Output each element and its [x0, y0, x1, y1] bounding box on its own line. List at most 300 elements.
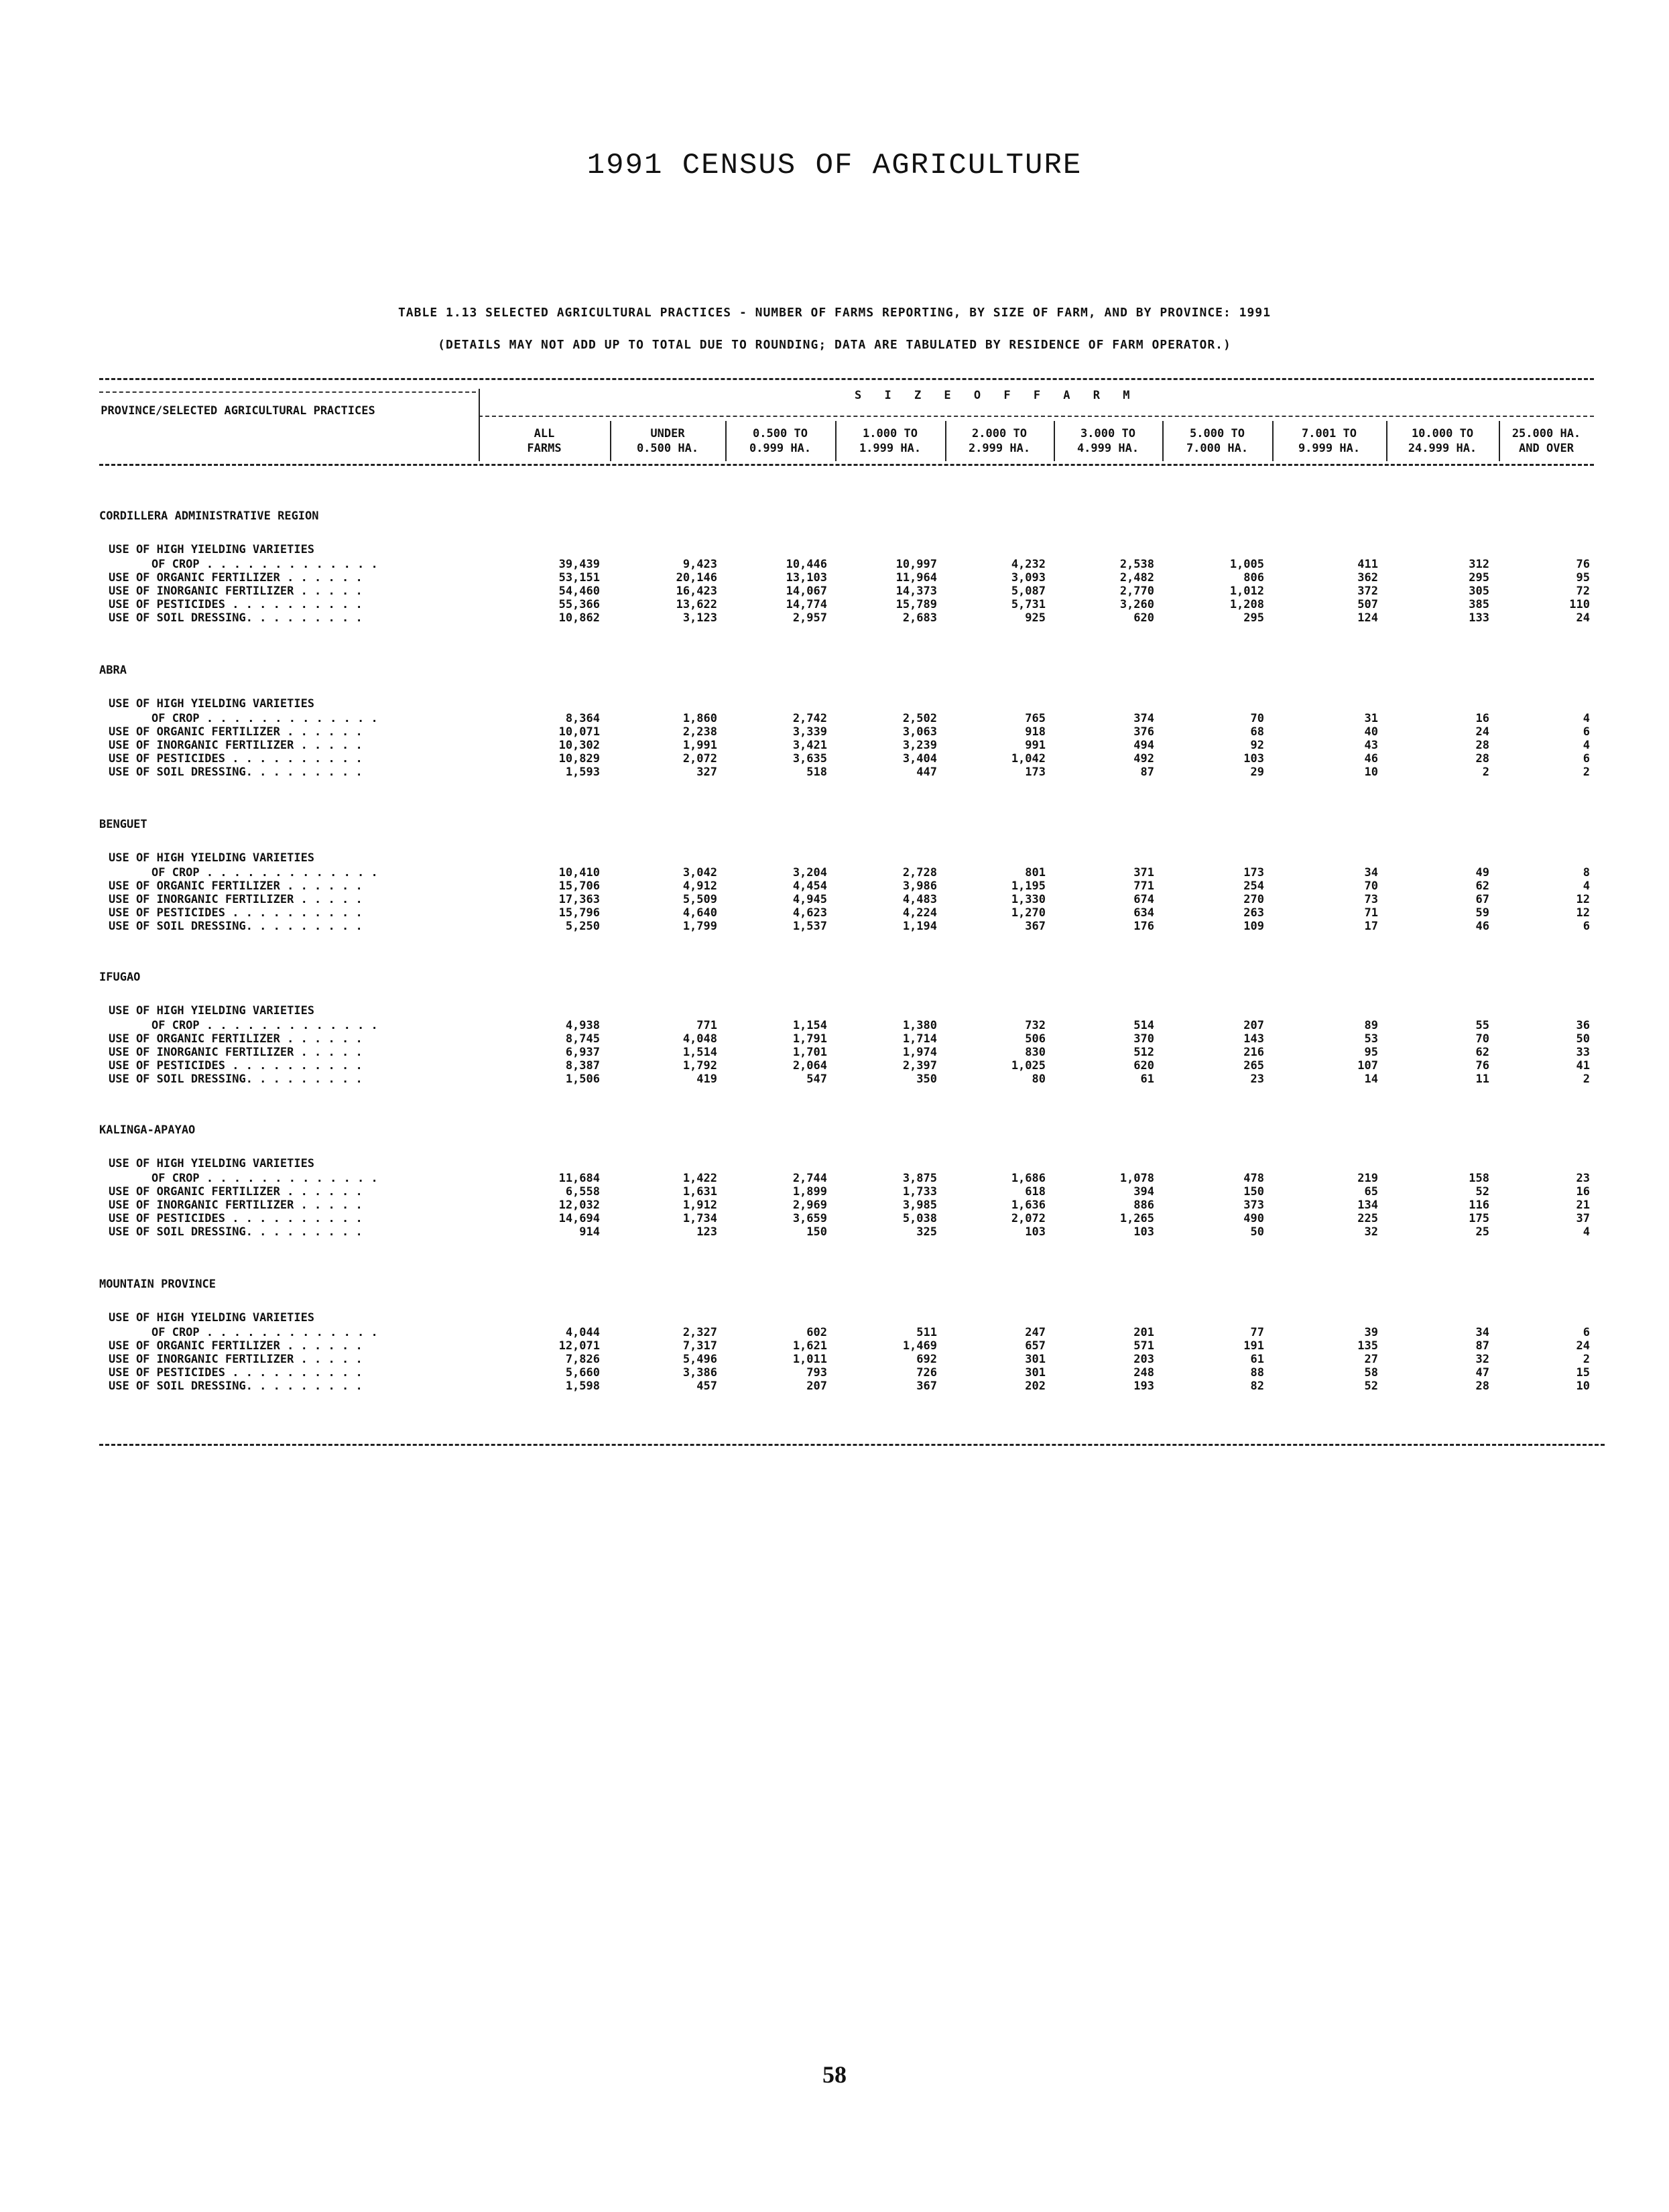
table-cell: 68 — [1250, 725, 1264, 739]
table-cell: 12,071 — [558, 1339, 600, 1353]
row-label-hyv2: OF CROP . . . . . . . . . . . . . — [151, 558, 378, 571]
table-cell: 4,232 — [1011, 558, 1046, 571]
table-cell: 62 — [1475, 879, 1489, 893]
table-cell: 46 — [1364, 752, 1378, 765]
table-cell: 301 — [1025, 1353, 1046, 1366]
row-label-soil: USE OF SOIL DRESSING. . . . . . . . . — [109, 1072, 363, 1086]
row-label-inorg: USE OF INORGANIC FERTILIZER . . . . . — [109, 1046, 363, 1059]
column-separator — [1054, 421, 1055, 461]
table-cell: 70 — [1475, 1032, 1489, 1046]
table-cell: 991 — [1025, 739, 1046, 752]
table-cell: 674 — [1133, 893, 1154, 906]
table-cell: 72 — [1576, 585, 1590, 598]
table-cell: 12 — [1576, 893, 1590, 906]
table-cell: 92 — [1250, 739, 1264, 752]
table-cell: 478 — [1243, 1172, 1264, 1185]
table-cell: 87 — [1475, 1339, 1489, 1353]
table-cell: 53 — [1364, 1032, 1378, 1046]
table-cell: 2,538 — [1119, 558, 1154, 571]
table-cell: 32 — [1475, 1353, 1489, 1366]
table-cell: 1,195 — [1011, 879, 1046, 893]
table-cell: 41 — [1576, 1059, 1590, 1072]
table-cell: 1,636 — [1011, 1199, 1046, 1212]
column-header-line1: 5.000 TO — [1190, 427, 1245, 440]
table-cell: 1,686 — [1011, 1172, 1046, 1185]
table-cell: 4,044 — [565, 1326, 600, 1339]
stub-header-left-rule — [99, 391, 476, 393]
table-cell: 4,224 — [902, 906, 937, 920]
table-cell: 55 — [1475, 1019, 1489, 1032]
table-cell: 4,454 — [792, 879, 827, 893]
table-cell: 103 — [1243, 752, 1264, 765]
table-cell: 248 — [1133, 1366, 1154, 1379]
table-cell: 602 — [806, 1326, 827, 1339]
table-cell: 216 — [1243, 1046, 1264, 1059]
column-header-line2: 9.999 HA. — [1298, 442, 1361, 455]
table-cell: 1,330 — [1011, 893, 1046, 906]
table-cell: 771 — [1133, 879, 1154, 893]
row-label-pest: USE OF PESTICIDES . . . . . . . . . . — [109, 1366, 363, 1379]
table-cell: 620 — [1133, 611, 1154, 625]
table-cell: 4 — [1583, 879, 1590, 893]
table-cell: 370 — [1133, 1032, 1154, 1046]
table-cell: 4,623 — [792, 906, 827, 920]
table-cell: 49 — [1475, 866, 1489, 879]
table-cell: 10 — [1576, 1379, 1590, 1393]
table-cell: 14,774 — [786, 598, 827, 611]
table-cell: 507 — [1357, 598, 1378, 611]
column-header-line2: FARMS — [527, 442, 562, 455]
table-cell: 6 — [1583, 752, 1590, 765]
table-cell: 263 — [1243, 906, 1264, 920]
table-cell: 16 — [1475, 712, 1489, 725]
table-cell: 506 — [1025, 1032, 1046, 1046]
table-cell: 2 — [1583, 765, 1590, 779]
table-cell: 37 — [1576, 1212, 1590, 1225]
column-header — [948, 426, 1051, 456]
column-separator — [835, 421, 837, 461]
column-header-line2: 1.999 HA. — [859, 442, 922, 455]
table-cell: 73 — [1364, 893, 1378, 906]
table-cell: 23 — [1576, 1172, 1590, 1185]
table-cell: 1,791 — [792, 1032, 827, 1046]
row-label-pest: USE OF PESTICIDES . . . . . . . . . . — [109, 598, 363, 611]
table-cell: 89 — [1364, 1019, 1378, 1032]
table-cell: 350 — [916, 1072, 937, 1086]
row-label-hyv2: OF CROP . . . . . . . . . . . . . — [151, 866, 378, 879]
table-cell: 20,146 — [676, 571, 717, 585]
table-cell: 34 — [1475, 1326, 1489, 1339]
table-cell: 39,439 — [558, 558, 600, 571]
table-cell: 8,745 — [565, 1032, 600, 1046]
table-cell: 1,265 — [1119, 1212, 1154, 1225]
table-cell: 3,204 — [792, 866, 827, 879]
table-cell: 82 — [1250, 1379, 1264, 1393]
table-cell: 4,938 — [565, 1019, 600, 1032]
column-header — [613, 426, 723, 456]
table-cell: 1,912 — [682, 1199, 717, 1212]
table-cell: 50 — [1576, 1032, 1590, 1046]
table-cell: 1,042 — [1011, 752, 1046, 765]
table-cell: 494 — [1133, 739, 1154, 752]
table-cell: 47 — [1475, 1366, 1489, 1379]
table-cell: 143 — [1243, 1032, 1264, 1046]
table-cell: 17 — [1364, 920, 1378, 933]
table-cell: 123 — [696, 1225, 717, 1239]
table-cell: 1,078 — [1119, 1172, 1154, 1185]
table-cell: 385 — [1469, 598, 1489, 611]
table-cell: 62 — [1475, 1046, 1489, 1059]
table-cell: 5,496 — [682, 1353, 717, 1366]
column-header — [481, 426, 607, 456]
table-cell: 6,937 — [565, 1046, 600, 1059]
table-cell: 5,660 — [565, 1366, 600, 1379]
table-cell: 4,640 — [682, 906, 717, 920]
table-cell: 490 — [1243, 1212, 1264, 1225]
table-cell: 305 — [1469, 585, 1489, 598]
table-cell: 24 — [1475, 725, 1489, 739]
table-cell: 512 — [1133, 1046, 1154, 1059]
table-cell: 3,421 — [792, 739, 827, 752]
table-cell: 1,154 — [792, 1019, 827, 1032]
table-cell: 24 — [1576, 1339, 1590, 1353]
column-header-line1: UNDER — [650, 427, 685, 440]
table-cell: 376 — [1133, 725, 1154, 739]
table-cell: 1,537 — [792, 920, 827, 933]
column-header-line1: 25.000 HA. — [1511, 427, 1581, 440]
table-cell: 457 — [696, 1379, 717, 1393]
table-cell: 46 — [1475, 920, 1489, 933]
table-cell: 1,631 — [682, 1185, 717, 1199]
table-cell: 71 — [1364, 906, 1378, 920]
column-header — [1275, 426, 1383, 456]
row-label-hyv2: OF CROP . . . . . . . . . . . . . — [151, 1172, 378, 1185]
row-label-soil: USE OF SOIL DRESSING. . . . . . . . . — [109, 765, 363, 779]
table-cell: 373 — [1243, 1199, 1264, 1212]
row-label-soil: USE OF SOIL DRESSING. . . . . . . . . — [109, 611, 363, 625]
table-cell: 1,733 — [902, 1185, 937, 1199]
table-cell: 135 — [1357, 1339, 1378, 1353]
region-name: ABRA — [99, 664, 127, 677]
table-cell: 28 — [1475, 752, 1489, 765]
row-label-hyv-line1: USE OF HIGH YIELDING VARIETIES — [109, 697, 315, 711]
row-label-inorg: USE OF INORGANIC FERTILIZER . . . . . — [109, 1199, 363, 1212]
table-cell: 2,397 — [902, 1059, 937, 1072]
region-name: KALINGA-APAYAO — [99, 1123, 196, 1137]
table-cell: 103 — [1133, 1225, 1154, 1239]
table-cell: 886 — [1133, 1199, 1154, 1212]
table-cell: 31 — [1364, 712, 1378, 725]
table-cell: 52 — [1475, 1185, 1489, 1199]
table-cell: 3,635 — [792, 752, 827, 765]
table-cell: 801 — [1025, 866, 1046, 879]
table-cell: 367 — [916, 1379, 937, 1393]
table-cell: 732 — [1025, 1019, 1046, 1032]
table-cell: 10,446 — [786, 558, 827, 571]
row-label-org: USE OF ORGANIC FERTILIZER . . . . . . — [109, 1339, 363, 1353]
table-bottom-rule — [99, 1444, 1605, 1446]
column-header — [1501, 426, 1591, 456]
region-name: MOUNTAIN PROVINCE — [99, 1278, 216, 1291]
table-cell: 4,912 — [682, 879, 717, 893]
table-cell: 367 — [1025, 920, 1046, 933]
table-cell: 1,860 — [682, 712, 717, 725]
table-cell: 1,422 — [682, 1172, 717, 1185]
table-cell: 2,742 — [792, 712, 827, 725]
table-cell: 1,991 — [682, 739, 717, 752]
row-label-org: USE OF ORGANIC FERTILIZER . . . . . . — [109, 725, 363, 739]
table-cell: 3,042 — [682, 866, 717, 879]
row-label-org: USE OF ORGANIC FERTILIZER . . . . . . — [109, 1185, 363, 1199]
table-cell: 411 — [1357, 558, 1378, 571]
row-label-inorg: USE OF INORGANIC FERTILIZER . . . . . — [109, 893, 363, 906]
table-cell: 793 — [806, 1366, 827, 1379]
table-cell: 2,744 — [792, 1172, 827, 1185]
table-cell: 95 — [1576, 571, 1590, 585]
column-header — [1165, 426, 1270, 456]
table-cell: 43 — [1364, 739, 1378, 752]
table-cell: 830 — [1025, 1046, 1046, 1059]
table-cell: 21 — [1576, 1199, 1590, 1212]
column-header-line1: 3.000 TO — [1080, 427, 1135, 440]
table-cell: 1,792 — [682, 1059, 717, 1072]
table-cell: 3,659 — [792, 1212, 827, 1225]
table-cell: 270 — [1243, 893, 1264, 906]
table-cell: 4 — [1583, 1225, 1590, 1239]
table-cell: 65 — [1364, 1185, 1378, 1199]
table-cell: 103 — [1025, 1225, 1046, 1239]
table-title: TABLE 1.13 SELECTED AGRICULTURAL PRACTICES - NUMBER OF FARMS REPORTING, BY SIZE OF FARM, AND BY PROVINCE: 1991 — [397, 306, 1272, 320]
table-cell: 8 — [1583, 866, 1590, 879]
table-cell: 2 — [1583, 1353, 1590, 1366]
column-header-line1: ALL — [534, 427, 555, 440]
table-cell: 32 — [1364, 1225, 1378, 1239]
table-cell: 1,621 — [792, 1339, 827, 1353]
table-cell: 202 — [1025, 1379, 1046, 1393]
table-cell: 191 — [1243, 1339, 1264, 1353]
column-header-line2: 4.999 HA. — [1076, 442, 1139, 455]
table-cell: 618 — [1025, 1185, 1046, 1199]
table-cell: 5,038 — [902, 1212, 937, 1225]
table-cell: 16,423 — [676, 585, 717, 598]
table-cell: 312 — [1469, 558, 1489, 571]
table-cell: 1,011 — [792, 1353, 827, 1366]
table-cell: 634 — [1133, 906, 1154, 920]
stub-header: PROVINCE/SELECTED AGRICULTURAL PRACTICES — [101, 404, 375, 418]
table-cell: 914 — [579, 1225, 600, 1239]
table-cell: 24 — [1576, 611, 1590, 625]
row-label-hyv2: OF CROP . . . . . . . . . . . . . — [151, 1326, 378, 1339]
row-label-soil: USE OF SOIL DRESSING. . . . . . . . . — [109, 920, 363, 933]
table-cell: 176 — [1133, 920, 1154, 933]
column-header-line1: 7.001 TO — [1302, 427, 1357, 440]
table-cell: 362 — [1357, 571, 1378, 585]
table-cell: 11,684 — [558, 1172, 600, 1185]
row-label-hyv2: OF CROP . . . . . . . . . . . . . — [151, 1019, 378, 1032]
table-cell: 36 — [1576, 1019, 1590, 1032]
table-cell: 54,460 — [558, 585, 600, 598]
row-label-hyv-line1: USE OF HIGH YIELDING VARIETIES — [109, 1157, 315, 1170]
column-header — [728, 426, 832, 456]
row-label-soil: USE OF SOIL DRESSING. . . . . . . . . — [109, 1225, 363, 1239]
table-cell: 15,796 — [558, 906, 600, 920]
column-header — [1056, 426, 1160, 456]
table-cell: 70 — [1250, 712, 1264, 725]
column-header-line1: 10.000 TO — [1411, 427, 1474, 440]
table-cell: 11 — [1475, 1072, 1489, 1086]
table-cell: 12 — [1576, 906, 1590, 920]
table-cell: 5,250 — [565, 920, 600, 933]
table-cell: 374 — [1133, 712, 1154, 725]
table-cell: 23 — [1250, 1072, 1264, 1086]
table-cell: 2,770 — [1119, 585, 1154, 598]
row-label-soil: USE OF SOIL DRESSING. . . . . . . . . — [109, 1379, 363, 1393]
table-cell: 5,509 — [682, 893, 717, 906]
table-cell: 3,063 — [902, 725, 937, 739]
table-cell: 53,151 — [558, 571, 600, 585]
table-cell: 2,683 — [902, 611, 937, 625]
column-separator — [725, 421, 727, 461]
table-cell: 3,985 — [902, 1199, 937, 1212]
table-cell: 2,238 — [682, 725, 717, 739]
row-label-pest: USE OF PESTICIDES . . . . . . . . . . — [109, 906, 363, 920]
table-cell: 3,339 — [792, 725, 827, 739]
column-separator — [479, 389, 480, 461]
table-cell: 173 — [1025, 765, 1046, 779]
table-cell: 327 — [696, 765, 717, 779]
table-cell: 301 — [1025, 1366, 1046, 1379]
table-cell: 1,701 — [792, 1046, 827, 1059]
table-cell: 3,986 — [902, 879, 937, 893]
table-cell: 511 — [916, 1326, 937, 1339]
table-cell: 4,048 — [682, 1032, 717, 1046]
table-cell: 514 — [1133, 1019, 1154, 1032]
table-cell: 547 — [806, 1072, 827, 1086]
table-cell: 8,364 — [565, 712, 600, 725]
column-header-line2: 24.999 HA. — [1408, 442, 1477, 455]
column-separator — [1162, 421, 1164, 461]
table-cell: 76 — [1475, 1059, 1489, 1072]
table-cell: 88 — [1250, 1366, 1264, 1379]
table-cell: 3,404 — [902, 752, 937, 765]
table-cell: 80 — [1032, 1072, 1046, 1086]
table-cell: 175 — [1469, 1212, 1489, 1225]
table-cell: 34 — [1364, 866, 1378, 879]
table-cell: 15,789 — [895, 598, 937, 611]
page-number: 58 — [822, 2061, 847, 2088]
table-cell: 40 — [1364, 725, 1378, 739]
table-cell: 394 — [1133, 1185, 1154, 1199]
table-cell: 150 — [1243, 1185, 1264, 1199]
table-cell: 1,714 — [902, 1032, 937, 1046]
table-cell: 70 — [1364, 879, 1378, 893]
table-cell: 16 — [1576, 1185, 1590, 1199]
table-cell: 4 — [1583, 712, 1590, 725]
table-cell: 1,598 — [565, 1379, 600, 1393]
table-cell: 1,593 — [565, 765, 600, 779]
table-cell: 10,862 — [558, 611, 600, 625]
table-cell: 2,502 — [902, 712, 937, 725]
table-cell: 8,387 — [565, 1059, 600, 1072]
table-cell: 9,423 — [682, 558, 717, 571]
table-cell: 1,514 — [682, 1046, 717, 1059]
table-cell: 150 — [806, 1225, 827, 1239]
table-note: (DETAILS MAY NOT ADD UP TO TOTAL DUE TO ROUNDING; DATA ARE TABULATED BY RESIDENCE OF FARM OPERATOR.) — [438, 338, 1231, 352]
table-cell: 28 — [1475, 739, 1489, 752]
table-cell: 247 — [1025, 1326, 1046, 1339]
row-label-hyv-line1: USE OF HIGH YIELDING VARIETIES — [109, 543, 315, 556]
table-cell: 1,270 — [1011, 906, 1046, 920]
row-label-hyv-line1: USE OF HIGH YIELDING VARIETIES — [109, 1004, 315, 1018]
table-cell: 2,072 — [682, 752, 717, 765]
table-cell: 2 — [1482, 765, 1489, 779]
column-header-line2: AND OVER — [1519, 442, 1574, 455]
table-cell: 1,506 — [565, 1072, 600, 1086]
table-cell: 134 — [1357, 1199, 1378, 1212]
row-label-hyv2: OF CROP . . . . . . . . . . . . . — [151, 712, 378, 725]
table-cell: 371 — [1133, 866, 1154, 879]
table-cell: 5,731 — [1011, 598, 1046, 611]
table-cell: 124 — [1357, 611, 1378, 625]
size-of-farm-heading: S I Z E O F F A R M — [855, 389, 1138, 402]
table-cell: 295 — [1469, 571, 1489, 585]
table-cell: 3,875 — [902, 1172, 937, 1185]
table-cell: 1,012 — [1229, 585, 1264, 598]
row-label-hyv-line1: USE OF HIGH YIELDING VARIETIES — [109, 851, 315, 865]
table-cell: 325 — [916, 1225, 937, 1239]
table-cell: 692 — [916, 1353, 937, 1366]
row-label-org: USE OF ORGANIC FERTILIZER . . . . . . — [109, 571, 363, 585]
region-name: BENGUET — [99, 818, 147, 831]
table-cell: 15,706 — [558, 879, 600, 893]
table-cell: 1,734 — [682, 1212, 717, 1225]
table-cell: 77 — [1250, 1326, 1264, 1339]
table-cell: 12,032 — [558, 1199, 600, 1212]
table-cell: 6 — [1583, 920, 1590, 933]
region-name: CORDILLERA ADMINISTRATIVE REGION — [99, 509, 319, 523]
table-cell: 4,945 — [792, 893, 827, 906]
table-cell: 419 — [696, 1072, 717, 1086]
table-cell: 771 — [696, 1019, 717, 1032]
table-cell: 918 — [1025, 725, 1046, 739]
table-cell: 2,728 — [902, 866, 937, 879]
table-cell: 13,622 — [676, 598, 717, 611]
row-label-pest: USE OF PESTICIDES . . . . . . . . . . — [109, 752, 363, 765]
row-label-hyv-line1: USE OF HIGH YIELDING VARIETIES — [109, 1311, 315, 1325]
table-cell: 265 — [1243, 1059, 1264, 1072]
table-cell: 14,694 — [558, 1212, 600, 1225]
table-cell: 2,072 — [1011, 1212, 1046, 1225]
table-cell: 492 — [1133, 752, 1154, 765]
table-cell: 10 — [1364, 765, 1378, 779]
column-header-line2: 0.999 HA. — [749, 442, 812, 455]
column-header-line2: 2.999 HA. — [968, 442, 1031, 455]
table-cell: 1,974 — [902, 1046, 937, 1059]
row-label-pest: USE OF PESTICIDES . . . . . . . . . . — [109, 1059, 363, 1072]
table-cell: 10,829 — [558, 752, 600, 765]
column-header-line1: 0.500 TO — [753, 427, 808, 440]
table-cell: 4 — [1583, 739, 1590, 752]
header-top-rule — [99, 378, 1594, 380]
column-separator — [610, 421, 611, 461]
table-cell: 726 — [916, 1366, 937, 1379]
table-cell: 6,558 — [565, 1185, 600, 1199]
header-bottom-rule — [99, 464, 1594, 466]
region-name: IFUGAO — [99, 971, 141, 984]
table-cell: 50 — [1250, 1225, 1264, 1239]
table-cell: 133 — [1469, 611, 1489, 625]
table-cell: 61 — [1250, 1353, 1264, 1366]
